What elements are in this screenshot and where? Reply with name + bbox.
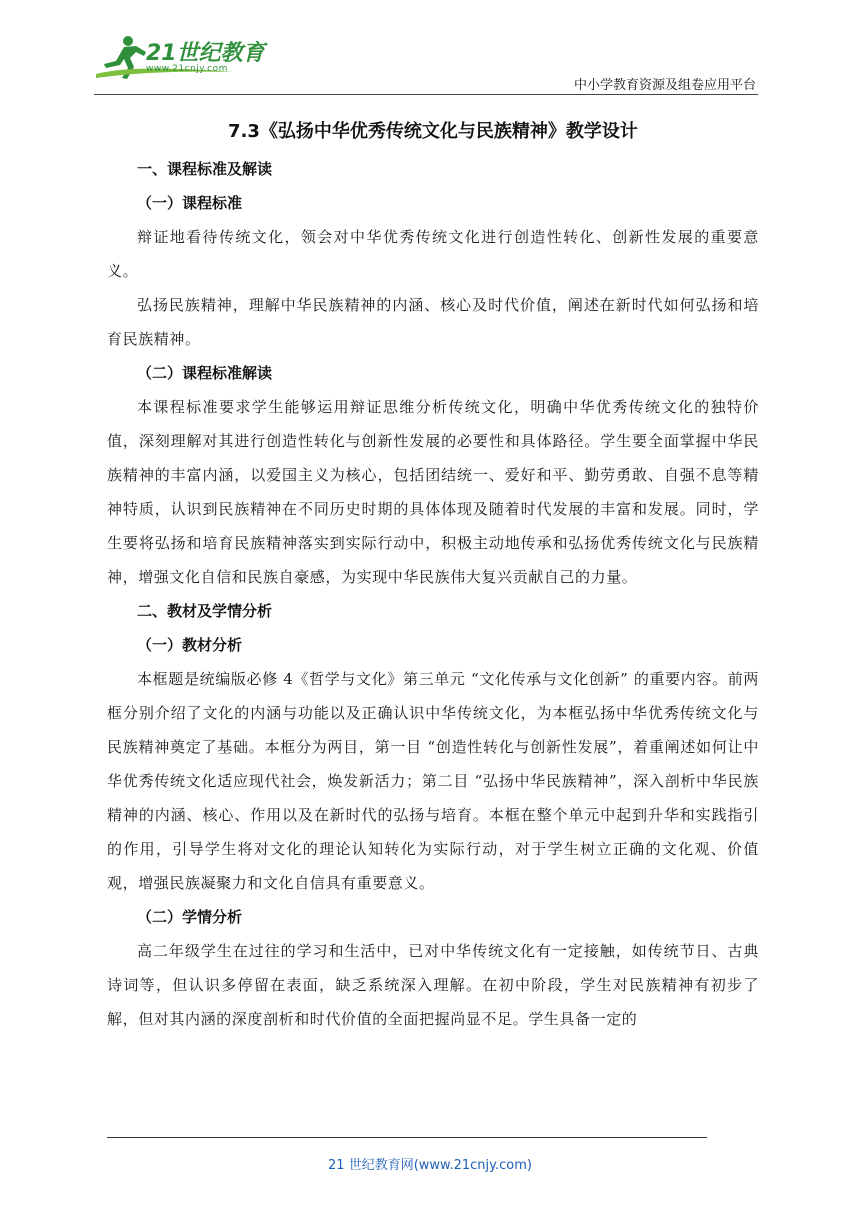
document-body [107,118,759,1036]
subsection-heading-2-2: （二）学情分析 [137,908,243,926]
header-divider [94,94,758,95]
paragraph-2: 弘扬民族精神，理解中华民族精神的内涵、核心及时代价值，阐述在新时代如何弘扬和培育民族精神。 [107,296,759,348]
logo-text: 21世纪教育 [146,41,265,66]
footer-divider [107,1137,707,1138]
subsection-heading-1-1: （一）课程标准 [137,194,243,212]
paragraph-5: 高二年级学生在过往的学习和生活中，已对中华传统文化有一定接触，如传统节日、古典诗词等，但认识多停留在表面，缺乏系统深入理解。在初中阶段，学生对民族精神有初步了解，但对其内涵的深度剖析和时代价值的全面把握尚显不足。学生具备一定的 [107,942,759,1028]
subsection-heading-1-2: （二）课程标准解读 [137,364,273,382]
footer-link[interactable]: 21 世纪教育网(www.21cnjy.com) [328,1158,532,1173]
page-header [0,0,860,100]
logo-url[interactable]: www.21cnjy.com [146,64,228,74]
paragraph-4: 本框题是统编版必修 4《哲学与文化》第三单元 “文化传承与文化创新” 的重要内容。前两框分别介绍了文化的内涵与功能以及正确认识中华传统文化，为本框弘扬中华优秀传统文化与民族精神奠定了基础。本框分为两目，第一目 “创造性转化与创新性发展”，着重阐述如何让中华优秀传统文化适应现代社会，焕发新活力；第二目 “弘扬中华民族精神”，深入剖析中华民族精神的内涵、核心、作用以及在新时代的弘扬与培育。本框在整个单元中起到升华和实践指引的作用，引导学生将对文化的理论认知转化为实际行动，对于学生树立正确的文化观、价值观，增强民族凝聚力和文化自信具有重要意义。 [107,670,759,892]
subsection-heading-2-1: （一）教材分析 [137,636,243,654]
section-heading-2: 二、教材及学情分析 [137,602,273,620]
paragraph-1: 辩证地看待传统文化，领会对中华优秀传统文化进行创造性转化、创新性发展的重要意义。 [107,228,759,280]
platform-name: 中小学教育资源及组卷应用平台 [573,78,756,93]
section-heading-1: 一、课程标准及解读 [137,160,273,178]
paragraph-3: 本课程标准要求学生能够运用辩证思维分析传统文化，明确中华优秀传统文化的独特价值，深刻理解对其进行创造性转化与创新性发展的必要性和具体路径。学生要全面掌握中华民族精神的丰富内涵，以爱国主义为核心，包括团结统一、爱好和平、勤劳勇敢、自强不息等精神特质，认识到民族精神在不同历史时期的具体体现及随着时代发展的丰富和发展。同时，学生要将弘扬和培育民族精神落实到实际行动中，积极主动地传承和弘扬优秀传统文化与民族精神，增强文化自信和民族自豪感，为实现中华民族伟大复兴贡献自己的力量。 [107,398,759,586]
document-title: 7.3《弘扬中华优秀传统文化与民族精神》教学设计 [228,121,638,142]
